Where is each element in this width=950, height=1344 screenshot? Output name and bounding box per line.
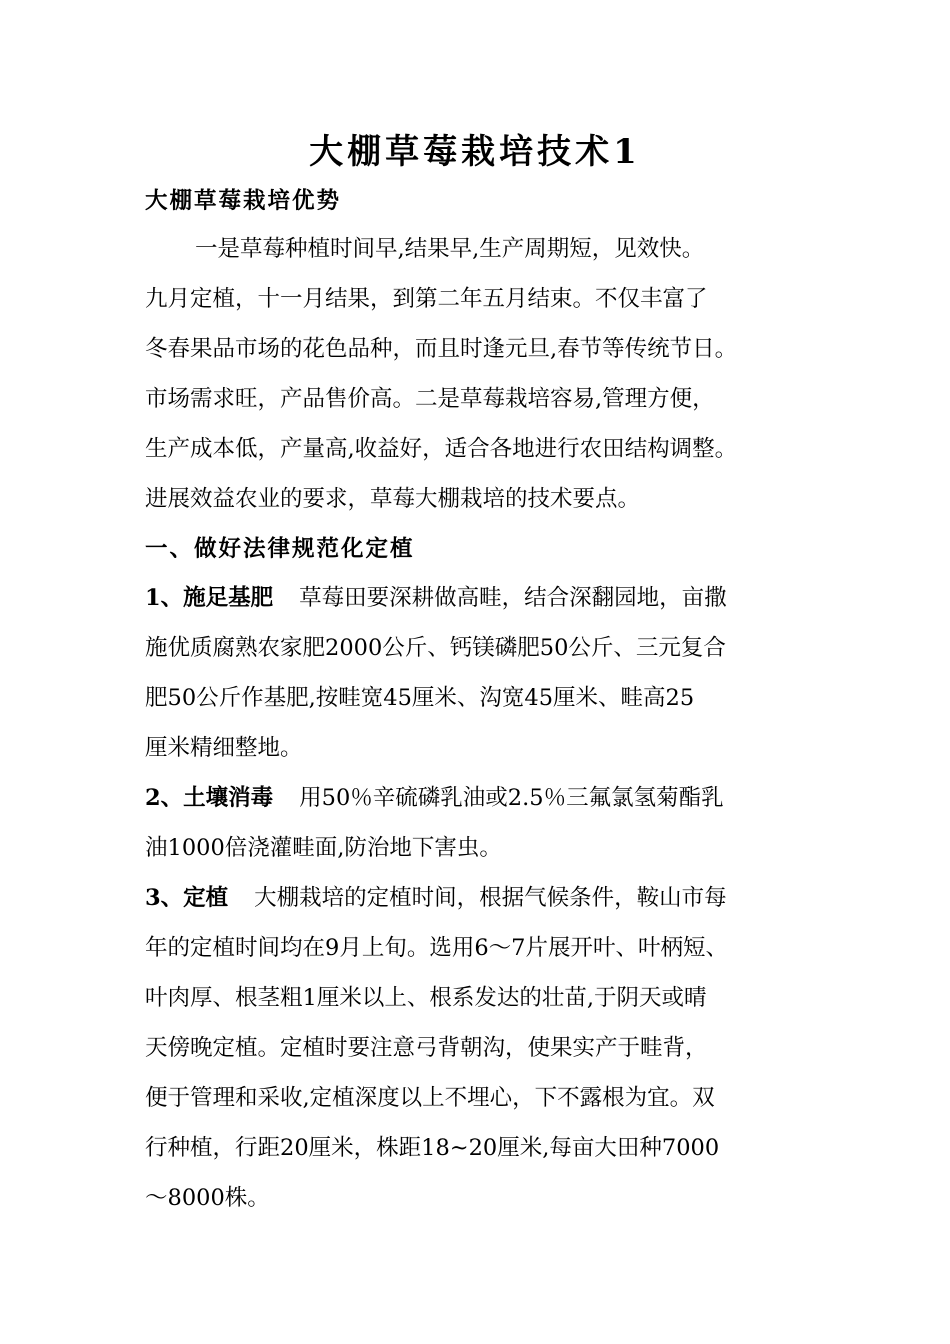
item-label-soil-disinfection: 2、土壤消毒 bbox=[145, 785, 274, 811]
paragraph-line: 冬春果品市场的花色品种，而且时逢元旦,春节等传统节日。 bbox=[145, 336, 738, 362]
paragraph-line: 天傍晚定植。定植时要注意弓背朝沟，使果实产于畦背， bbox=[145, 1035, 708, 1061]
paragraph-line: 进展效益农业的要求，草莓大棚栽培的技术要点。 bbox=[145, 486, 641, 512]
item-label-fertilizer: 1、施足基肥 bbox=[145, 585, 274, 611]
section-heading-planting: 一、做好法律规范化定植 bbox=[145, 536, 415, 562]
section-heading-advantages: 大棚草莓栽培优势 bbox=[145, 188, 342, 214]
paragraph-line: 便于管理和采收,定植深度以上不埋心，下不露根为宜。双 bbox=[145, 1085, 715, 1111]
paragraph-line: 厘米精细整地。 bbox=[145, 735, 303, 761]
item-text: 大棚栽培的定植时间，根据气候条件，鞍山市每 bbox=[254, 885, 727, 911]
item-text: 用50％辛硫磷乳油或2.5％三氟氯氢菊酯乳 bbox=[299, 785, 724, 811]
paragraph-line: ～8000株。 bbox=[145, 1185, 270, 1211]
paragraph-line: 油1000倍浇灌畦面,防治地下害虫。 bbox=[145, 835, 502, 861]
paragraph-line: 九月定植，十一月结果，到第二年五月结束。不仅丰富了 bbox=[145, 286, 708, 312]
item-first-line bbox=[145, 580, 727, 616]
item-first-line bbox=[145, 880, 727, 916]
item-label-planting: 3、定植 bbox=[145, 885, 229, 911]
paragraph-line: 叶肉厚、根茎粗1厘米以上、根系发达的壮苗,于阴天或晴 bbox=[145, 985, 707, 1011]
paragraph-line: 一是草莓种植时间早,结果早,生产周期短，见效快。 bbox=[195, 236, 705, 262]
paragraph-line: 施优质腐熟农家肥2000公斤、钙镁磷肥50公斤、三元复合 bbox=[145, 635, 726, 661]
paragraph-line: 肥50公斤作基肥,按畦宽45厘米、沟宽45厘米、畦高25 bbox=[145, 685, 695, 711]
paragraph-line: 行种植，行距20厘米，株距18~20厘米,每亩大田种7000 bbox=[145, 1135, 720, 1161]
paragraph-line: 年的定植时间均在9月上旬。选用6～7片展开叶、叶柄短、 bbox=[145, 935, 728, 961]
item-first-line bbox=[145, 780, 724, 816]
document-title: 大棚草莓栽培技术1 bbox=[309, 132, 641, 172]
item-text: 草莓田要深耕做高畦，结合深翻园地，亩撒 bbox=[299, 585, 727, 611]
paragraph-line: 生产成本低，产量高,收益好，适合各地进行农田结构调整。 bbox=[145, 436, 738, 462]
paragraph-line: 市场需求旺，产品售价高。二是草莓栽培容易,管理方便， bbox=[145, 386, 715, 412]
